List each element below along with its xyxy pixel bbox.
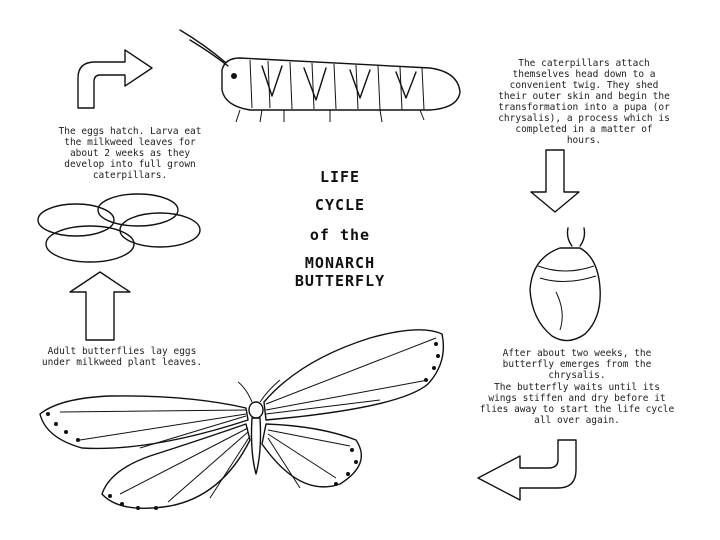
title-line-1: LIFE bbox=[319, 168, 361, 186]
chrysalis-icon bbox=[530, 228, 600, 341]
caption-butterfly-emerges: After about two weeks, the butterfly emerges from the chrysalis. bbox=[502, 348, 652, 381]
arrow-up-right-icon bbox=[78, 50, 152, 108]
title-line-3: of the bbox=[309, 226, 371, 244]
caption-butterfly-waits: The butterfly waits until its wings stiffen and dry before it flies away to start the life cycle all over again. bbox=[479, 382, 675, 426]
caption-eggs: Adult butterflies lay eggs under milkweed plant leaves. bbox=[41, 346, 203, 368]
caption-chrysalis: The caterpillars attach themselves head down to a convenient twig. They shed their outer skin and begin the transformation into a pupa (or chrysalis), a process which is completed in a matter of hours. bbox=[498, 58, 670, 146]
arrow-down-icon bbox=[531, 150, 579, 212]
caterpillar-icon bbox=[180, 30, 460, 122]
title-line-4: MONARCH bbox=[304, 254, 376, 272]
title-line-2: CYCLE bbox=[314, 196, 366, 214]
title-line-5: BUTTERFLY bbox=[294, 272, 386, 290]
eggs-icon bbox=[38, 194, 200, 262]
arrow-up-icon bbox=[70, 272, 130, 340]
arrow-left-icon bbox=[478, 440, 576, 500]
caption-caterpillar: The eggs hatch. Larva eat the milkweed leaves for about 2 weeks as they develop into full grown caterpillars. bbox=[58, 126, 202, 181]
